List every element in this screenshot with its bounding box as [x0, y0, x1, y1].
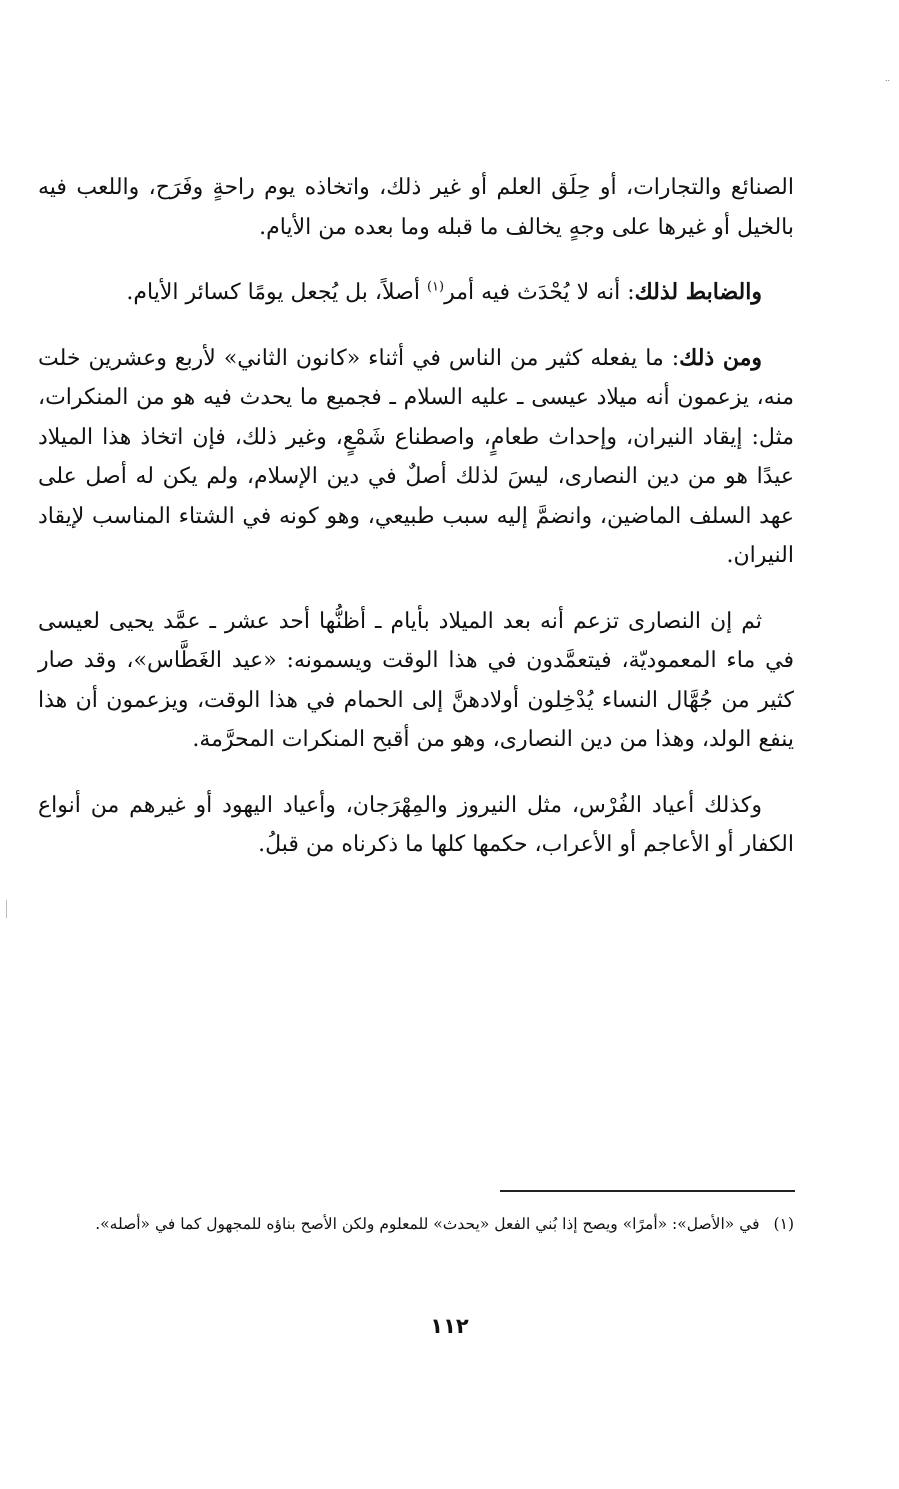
- paragraph-4: [38, 602, 794, 760]
- paragraph-1: [38, 168, 794, 247]
- paragraph-5: [38, 786, 794, 865]
- paragraph-3-lead: ومن ذلك: [679, 344, 763, 371]
- paragraph-4-text: ثم إن النصارى تزعم أنه بعد الميلاد بأيام ـ أظنُّها أحد عشر ـ عمَّد يحيى لعيسى في ماء المعموديّة، فيتعمَّدون في هذا الوقت ويسمونه: «عيد الغَطَّاس»، وقد صار كثير من جُهَّال النساء يُدْخِلون أولادهنَّ إلى الحمام في هذا الوقت، ويزعمون أن هذا ينفع الولد، وهذا من دين النصارى، وهو من أقبح المنكرات المحرَّمة.: [38, 608, 794, 752]
- scan-corner-mark: ..: [885, 74, 891, 83]
- paragraph-3-text: : ما يفعله كثير من الناس في أثناء «كانون الثاني» لأربع وعشرين خلت منه، يزعمون أنه ميلاد عيسى ـ عليه السلام ـ فجميع ما يحدث فيه هو من المنكرات، مثل: إيقاد النيران، وإحداث طعامٍ، واصطناع شَمْعٍ، وغير ذلك، فإن اتخاذ هذا الميلاد عيدًا هو من دين النصارى، ليسَ لذلك أصلٌ في دين الإسلام، ولم يكن له أصل على عهد السلف الماضين، وانضمَّ إليه سبب طبيعي، وهو كونه في الشتاء المناسب لإيقاد النيران.: [38, 345, 794, 568]
- scan-margin-mark: [6, 900, 7, 918]
- paragraph-3: [38, 339, 794, 576]
- paragraph-2-text: أصلاً، بل يُجعل يومًا كسائر الأيام.: [126, 280, 427, 305]
- page-number: ١١٢: [430, 1314, 469, 1338]
- page-body: [38, 168, 794, 891]
- paragraph-2: [38, 273, 794, 313]
- footnote-number: (١): [773, 1215, 794, 1233]
- paragraph-2-lead: والضابط لذلك: [634, 279, 762, 305]
- paragraph-2-text-before-ref: : أنه لا يُحْدَث فيه أمر: [444, 280, 635, 305]
- paragraph-5-text: وكذلك أعياد الفُرْس، مثل النيروز والمِهْرَجان، وأعياد اليهود أو غيرهم من أنواع الكفار أو الأعاجم أو الأعراب، حكمها كلها ما ذكرناه من قبلُ.: [38, 792, 794, 857]
- footnote-reference[interactable]: (١): [426, 279, 445, 295]
- paragraph-1-text: الصنائع والتجارات، أو حِلَق العلم أو غير ذلك، واتخاذه يوم راحةٍ وفَرَح، واللعب فيه بالخيل أو غيرها على وجهٍ يخالف ما قبله وما بعده من الأيام.: [38, 175, 794, 240]
- footnote-separator: [500, 1190, 795, 1192]
- footnote-text: في «الأصل»: «أمرًا» ويصح إذا بُني الفعل «يحدث» للمعلوم ولكن الأصح بناؤه للمجهول كما في «أصله».: [95, 1215, 760, 1233]
- footnote: [38, 1210, 794, 1238]
